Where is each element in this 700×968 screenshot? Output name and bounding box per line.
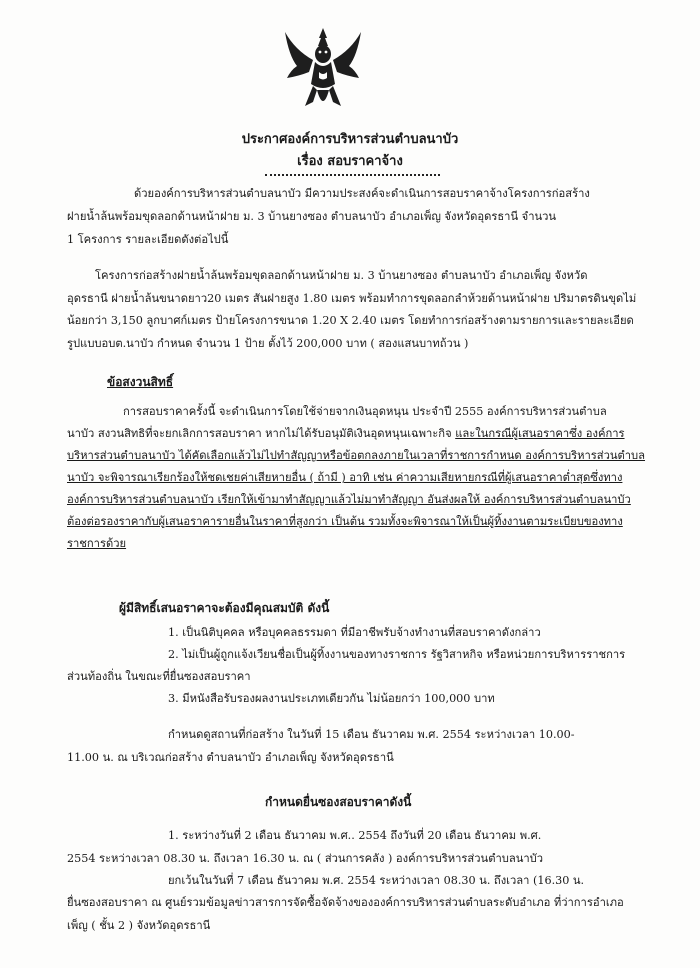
qualifications-heading: ผู้มีสิทธิ์เสนอราคาจะต้องมีคุณสมบัติ ดังนี้ [119, 601, 330, 615]
qualification-item-1: 1. เป็นนิติบุคคล หรือบุคคลธรรมดา ที่มีอาชีพรับจ้างทำงานที่สอบราคาดังกล่าว [168, 626, 541, 639]
site-visit-line-1: กำหนดดูสถานที่ก่อสร้าง ในวันที่ 15 เดือน ธันวาคม พ.ศ. 2554 ระหว่างเวลา 10.00- [168, 728, 575, 741]
rights-line-2 [67, 424, 625, 445]
submission-heading: กำหนดยื่นซองสอบราคาดังนี้ [265, 795, 412, 809]
submission-line-5: เพ็ญ ( ชั้น 2 ) จังหวัดอุดรธานี [67, 919, 211, 932]
project-line-2: อุดรธานี ฝายน้ำล้นขนาดยาว20 เมตร สันฝายสูง 1.80 เมตร พร้อมทำการขุดลอกลำห้วยด้านหน้าฝาย ปริมาตรดินขุดไม่ [67, 292, 637, 305]
announcement-subject: เรื่อง สอบราคาจ้าง [297, 154, 403, 169]
project-line-3: น้อยกว่า 3,150 ลูกบาศก์เมตร ป้ายโครงการขนาด 1.20 X 2.40 เมตร โดยทำการก่อสร้างตามรายการและรายละเอียด [67, 314, 634, 327]
submission-line-2: 2554 ระหว่างเวลา 08.30 น. ถึงเวลา 16.30 น. ณ ( ส่วนการคลัง ) องค์การบริหารส่วนตำบลนาบัว [67, 852, 544, 865]
rights-heading: ข้อสงวนสิทธิ์ [107, 375, 174, 389]
rights-line-2a: นาบัว สงวนสิทธิที่จะยกเลิกการสอบราคา หากไม่ได้รับอนุมัติเงินอุดหนุนเฉพาะกิจ [67, 427, 456, 440]
site-visit-line-2: 11.00 น. ณ บริเวณก่อสร้าง ตำบลนาบัว อำเภอเพ็ญ จังหวัดอุดรธานี [67, 751, 394, 764]
rights-line-6: ต้องต่อรองราคากับผู้เสนอราคารายอื่นในราคาที่สูงกว่า เป็นต้น รวมทั้งจะพิจารณาให้เป็นผู้ทิ้งงานตามระเบียบของทาง [67, 515, 623, 528]
rights-line-1: การสอบราคาครั้งนี้ จะดำเนินการโดยใช้จ่ายจากเงินอุดหนุน ประจำปี 2555 องค์การบริหารส่วนตำบล [123, 405, 607, 418]
announcement-title: ประกาศองค์การบริหารส่วนตำบลนาบัว [241, 132, 459, 147]
rights-line-2b: และในกรณีผู้เสนอราคาซึ่ง องค์การ [455, 427, 625, 440]
intro-line-1: ด้วยองค์การบริหารส่วนตำบลนาบัว มีความประสงค์จะดำเนินการสอบราคาจ้างโครงการก่อสร้าง [134, 187, 590, 200]
submission-line-1: 1. ระหว่างวันที่ 2 เดือน ธันวาคม พ.ศ.. 2554 ถึงวันที่ 20 เดือน ธันวาคม พ.ศ. [168, 829, 542, 842]
rights-line-4: นาบัว จะพิจารณาเรียกร้องให้ชดเชยค่าเสียหายอื่น ( ถ้ามี ) อาทิ เช่น ค่าความเสียหายกรณีที่ผู้เสนอราคาต่ำสุดซึ่งทาง [67, 471, 623, 484]
qualification-item-3: 3. มีหนังสือรับรองผลงานประเภทเดียวกัน ไม่น้อยกว่า 100,000 บาท [168, 692, 495, 705]
rights-line-5: องค์การบริหารส่วนตำบลนาบัว เรียกให้เข้ามาทำสัญญาแล้วไม่มาทำสัญญา อันส่งผลให้ องค์การบริหารส่วนตำบลนาบัว [67, 493, 631, 506]
dotted-divider [265, 170, 440, 176]
submission-line-3: ยกเว้นในวันที่ 7 เดือน ธันวาคม พ.ศ. 2554 ระหว่างเวลา 08.30 น. ถึงเวลา (16.30 น. [168, 874, 585, 887]
qualification-item-2-cont: ส่วนท้องถิ่น ในขณะที่ยื่นซองสอบราคา [67, 670, 251, 683]
submission-line-4: ยื่นซองสอบราคา ณ ศูนย์รวมข้อมูลข่าวสารการจัดซื้อจัดจ้างขององค์การบริหารส่วนตำบลระดับอำเภอ ที่ว่าการอำเภอ [67, 896, 624, 909]
project-line-4: รูปแบบอบต.นาบัว กำหนด จำนวน 1 ป้าย ตั้งไว้ 200,000 บาท ( สองแสนบาทถ้วน ) [67, 337, 469, 350]
intro-line-3: 1 โครงการ รายละเอียดดังต่อไปนี้ [67, 233, 229, 246]
project-line-1: โครงการก่อสร้างฝายน้ำล้นพร้อมขุดลอกด้านหน้าฝาย ม. 3 บ้านยางซอง ตำบลนาบัว อำเภอเพ็ญ จังหวัด [95, 269, 588, 282]
qualification-item-2: 2. ไม่เป็นผู้ถูกแจ้งเวียนชื่อเป็นผู้ทิ้งงานของทางราชการ รัฐวิสาหกิจ หรือหน่วยการบริหารราชการ [168, 648, 626, 661]
rights-line-3: บริหารส่วนตำบลนาบัว ได้คัดเลือกแล้วไม่ไปทำสัญญาหรือข้อตกลงภายในเวลาที่ราชการกำหนด องค์การบริหารส่วนตำบล [67, 449, 646, 462]
garuda-emblem-icon [283, 26, 363, 114]
intro-line-2: ฝายน้ำล้นพร้อมขุดลอกด้านหน้าฝาย ม. 3 บ้านยางซอง ตำบลนาบัว อำเภอเพ็ญ จังหวัดอุดรธานี จำนวน [67, 210, 557, 223]
rights-line-7: ราชการด้วย [67, 537, 127, 550]
